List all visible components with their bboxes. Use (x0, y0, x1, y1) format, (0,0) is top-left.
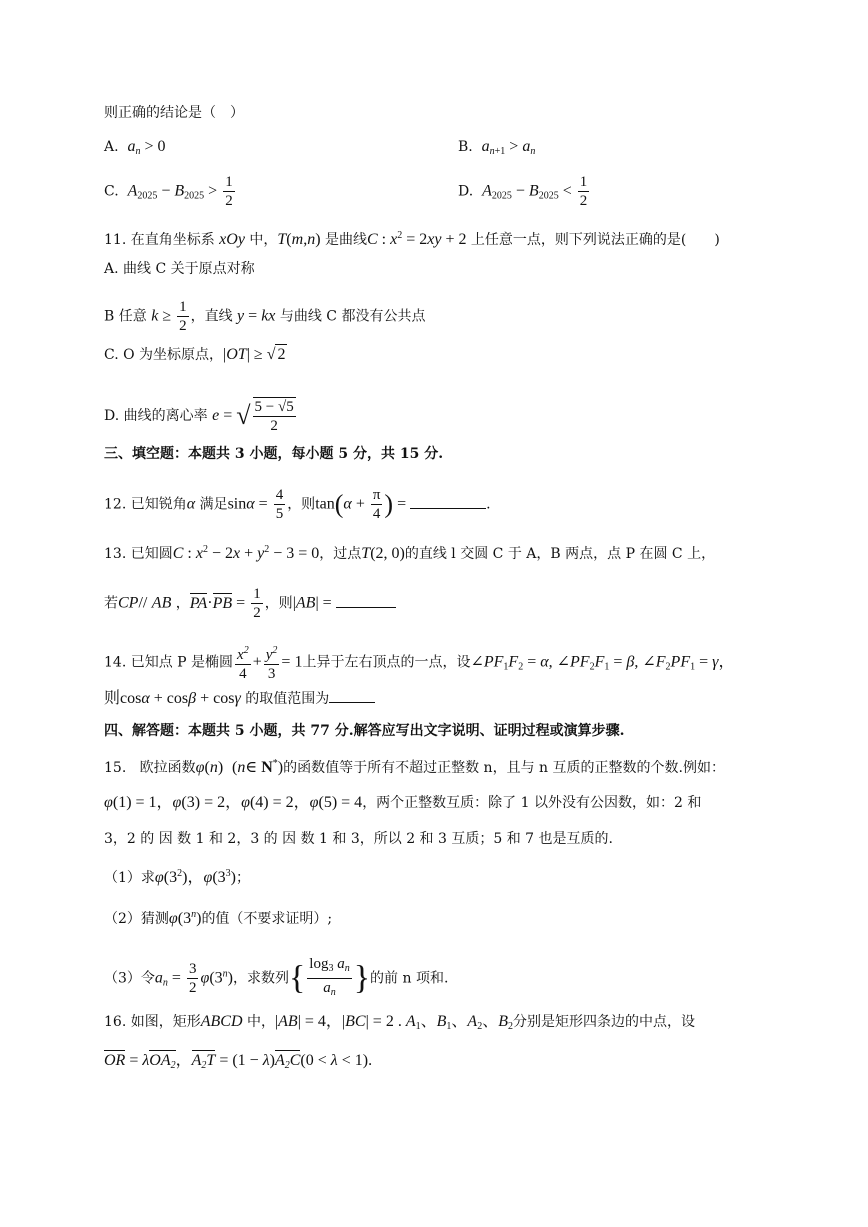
q13-answer-blank[interactable] (336, 593, 396, 608)
q11-option-c: C. O 为坐标原点，|OT| ≥ √ 2 (104, 346, 286, 363)
q11-stem-b: 中， (249, 232, 278, 248)
q11-option-a-text: A. 曲线 C 关于原点对称 (104, 261, 255, 277)
q15-sub3-b: ，求数列 (232, 970, 289, 987)
q15-sub3-c: 的前 n 项和. (370, 970, 449, 987)
q10-option-a: A. $a_n > 0$ (104, 138, 166, 157)
q13-line-1: 13. 已知圆C : $x^2 - 2x + y^2 - 3 = 0$，过点T(2, 0)的直线 l 交圆 C 于 A，B 两点，点 P 在圆 C 上， (104, 544, 716, 562)
q14-text-b: 上异于左右顶点的一点，设 (302, 654, 471, 671)
q11-stem-d: 上任意一点，则下列说法正确的是( ) (470, 232, 720, 248)
q10-option-b: B. $a_{n+1} > a_n$ (458, 138, 536, 157)
q15-sub-2: （2）猜测φ(3$^n$)的值（不要求证明）; (104, 909, 333, 927)
q16-text-a: 如图，矩形 (130, 1014, 201, 1030)
section-4-text: 四、解答题：本题共 5 小题，共 77 分.解答应写出文字说明、证明过程或演算步骤. (104, 723, 625, 739)
q12-text-c: ，则 (287, 496, 316, 513)
q13-number: 13. (104, 546, 127, 562)
q10-option-b-label: B. (458, 139, 473, 155)
q10-option-d: D. $A_{2025} - B_{2025}$ < $\frac{1}{2}$ (458, 174, 588, 209)
section-3-heading (104, 444, 443, 464)
q10-option-c-label: C. (104, 183, 119, 200)
q13-line-2: 若CP// AB ，PA·PB = $\frac{1}{2}$ ，则|AB| = (104, 585, 396, 622)
q15-sub3-a: （3）令 (104, 970, 155, 987)
q11-option-d-text: D. 曲线的离心率 (104, 408, 208, 424)
q12: 12. 已知锐角α 满足sinα = $\frac{4}{5}$ ，则tan(α + $\frac{\pi}{4}$ ) = . (104, 487, 491, 522)
q11-stem: 11. 在直角坐标系 xOy 中，T(m,n) 是曲线C : $x^2 = 2xy + 2$ 上任意一点，则下列说法正确的是( ) (104, 230, 720, 248)
q15-line-1: 15. 欧拉函数φ(n) (n∈ N*)的函数值等于所有不超过正整数 n，且与 n 互质的正整数的个数.例如： (104, 758, 725, 776)
q15-sub1-a: （1）求 (104, 870, 155, 886)
q11-option-c-text: C. O 为坐标原点， (104, 347, 224, 363)
q16-line-1: 16. 如图，矩形ABCD 中，|AB| = 4，|BC| = 2 . $A_1$、$B_1$、$A_2$、$B_2$分别是矩形四条边的中点，设 (104, 1013, 695, 1032)
q16-number: 16. (104, 1014, 127, 1030)
q11-option-d: D. 曲线的离心率 e = √ $\frac{5 - √5}{2}$ (104, 399, 294, 434)
q15-text-a: 欧拉函数 (139, 760, 196, 776)
q15-line2-end: ，两个正整数互质：除了 1 以外没有公因数，如：2 和 (362, 795, 702, 811)
q13-line2-c: ，则 (264, 595, 293, 612)
q15-sub2-a: （2）猜测 (104, 911, 169, 927)
q15-sub2-b: 的值（不要求证明）; (201, 911, 333, 927)
section-3-text: 三、填空题：本题共 3 小题，每小题 5 分，共 15 分. (104, 446, 444, 462)
q14-line2-b: 的取值范围为 (245, 691, 330, 707)
q15-sub-1: （1）求$\varphi(3^2)$，$\varphi(3^3)$； (104, 868, 250, 886)
q13-line2-a: 若 (104, 595, 118, 612)
q15-line-2: φ(1) = 1，φ(3) = 2，φ(4) = 2，φ(5) = 4，两个正整数互质：除了 1 以外没有公因数，如：2 和 (104, 794, 702, 811)
q12-text-b: 满足 (199, 496, 228, 513)
q15-number: 15. (104, 760, 127, 776)
q10-stem (104, 103, 244, 123)
q15-text-b: 的函数值等于所有不超过正整数 n，且与 n 互质的正整数的个数.例如： (283, 760, 725, 776)
q14-text-a: 已知点 P 是椭圆 (130, 654, 234, 671)
q14-number: 14. (104, 654, 127, 671)
q12-text-a: 已知锐角 (130, 496, 187, 513)
q10-option-c: C. $A_{2025} - B_{2025}$ > $\frac{1}{2}$ (104, 174, 233, 209)
q15-line-3 (104, 829, 613, 849)
q13-text-a: 已知圆 (130, 546, 173, 562)
q10-stem-text: 则正确的结论是（ ） (104, 105, 244, 121)
q12-number: 12. (104, 496, 127, 513)
q14-line-2: 则cosα + cosβ + cosγ 的取值范围为 (104, 688, 375, 709)
q11-option-a (104, 259, 255, 279)
q15-sub-3: （3）令$a_n$ = $\frac{3}{2}$ φ(3$^n$)，求数列{ $\frac{\log_3 a_n}{a_n}$ }的前 n 项和. (104, 956, 449, 998)
q11-option-b: B 任意 k ≥ $\frac{1}{2}$ ，直线 y = kx 与曲线 C 都没有公共点 (104, 299, 426, 334)
q10-option-d-label: D. (458, 183, 474, 200)
q11-stem-c: 是曲线 (324, 232, 367, 248)
q11-stem-a: 在直角坐标系 (130, 232, 215, 248)
q14-line-1: 14. 已知点 P 是椭圆 $\frac{x^2}{4}$ + $\frac{y^2}{3}$ = 1上异于左右顶点的一点，设$\angle PF_1F_2 = \alpha$, $\angle PF_2F_1 = \beta$, $\angle F_2PF_1 = \gamma$， (104, 642, 734, 683)
q16-text-c: 分别是矩形四条边的中点，设 (513, 1014, 695, 1030)
q13-text-b: ，过点 (319, 546, 362, 562)
q14-answer-blank[interactable] (329, 688, 375, 703)
q13-text-c: 的直线 l 交圆 C 于 A，B 两点，点 P 在圆 C 上， (404, 546, 716, 562)
q15-line3-text: 3，2 的 因 数 1 和 2，3 的 因 数 1 和 3，所以 2 和 3 互质；5 和 7 也是互质的. (104, 831, 613, 847)
q10-option-a-label: A. (104, 139, 119, 155)
q11-option-b-post: ，直线 (190, 308, 233, 325)
q12-answer-blank[interactable] (410, 494, 486, 509)
q15-sub1-end: ； (235, 870, 250, 886)
section-4-heading (104, 721, 624, 741)
q11-number: 11. (104, 232, 127, 248)
q16-line-2: OR = λOA$_2$，$A_2T = (1 - \lambda)A_2C(0 < \lambda < 1)$. (104, 1050, 372, 1076)
q13-line2-b: ， (175, 595, 190, 612)
q11-option-b-pre: B 任意 (104, 308, 147, 325)
q16-text-b: 中， (246, 1014, 275, 1030)
q11-option-b-end: 与曲线 C 都没有公共点 (279, 308, 426, 325)
q12-text-end: . (486, 496, 491, 513)
